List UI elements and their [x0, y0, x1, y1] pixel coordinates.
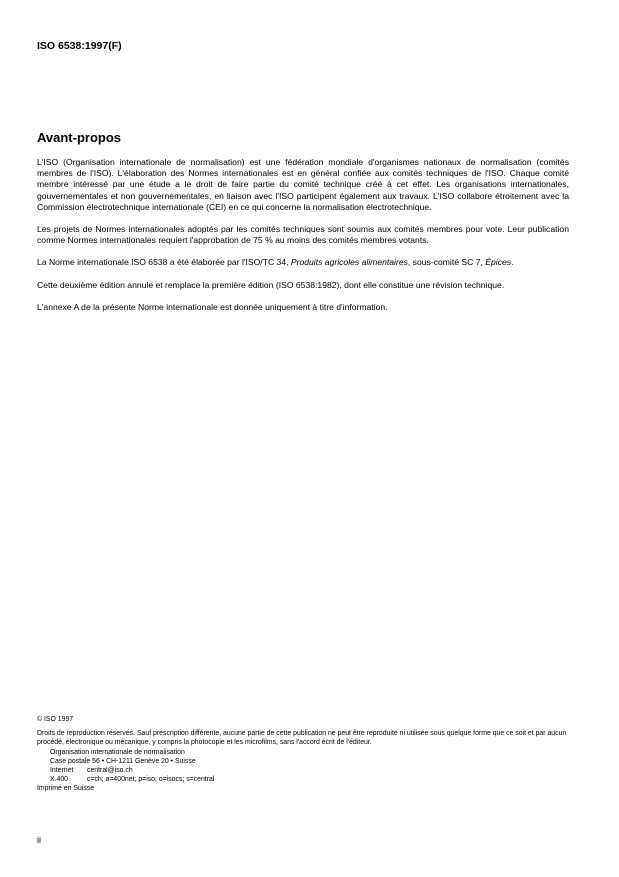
committee-name: Produits agricoles alimentaires — [290, 257, 408, 268]
paragraph-4: Cette deuxième édition annule et remplace la première édition (ISO 6538:1982), dont elle constitue une révision technique. — [37, 279, 505, 290]
paragraph-5: L'annexe A de la présente Norme internationale est donnée uniquement à titre d'information. — [37, 301, 388, 312]
x400-label: X.400 — [50, 776, 69, 784]
printed-in: Imprimé en Suisse — [37, 785, 95, 793]
paragraph-3-text-e: . — [511, 257, 514, 268]
internet-value: central@iso.ch — [87, 767, 133, 775]
x400-contact — [37, 775, 582, 784]
paragraph-3-text-a: La Norme internationale ISO 6538 a été élaborée par l'ISO/TC 34, — [37, 257, 291, 268]
section-title: Avant-propos — [37, 130, 122, 145]
document-id: ISO 6538:1997(F) — [37, 40, 122, 52]
subcommittee-name: Épices — [485, 257, 512, 268]
internet-contact — [37, 766, 582, 775]
paragraph-3 — [37, 257, 569, 268]
foreword-body — [37, 157, 569, 324]
copyright-line: © ISO 1997 — [37, 716, 74, 723]
x400-value: c=ch; a=400net; p=iso; o=isocs; s=central — [87, 776, 215, 784]
copyright-block — [37, 715, 582, 794]
paragraph-3-text-c: , sous-comité SC 7, — [407, 257, 486, 268]
page-number: ii — [37, 835, 41, 845]
internet-label: Internet — [50, 767, 74, 775]
postal-address: Case postale 56 • CH-1211 Genève 20 • Suisse — [50, 757, 196, 765]
organization-name: Organisation internationale de normalisation — [50, 748, 185, 756]
paragraph-1: L'ISO (Organisation internationale de normalisation) est une fédération mondiale d'organismes nationaux de normalisation (comités membres de l'ISO). L'élaboration des Normes internationales est en général confiée aux comités techniques de l'ISO. Chaque comité membre intéressé par une étude a le droit de faire partie du comité technique créé à cet effet. Les organisations internationales, gouvernementales et non gouvernementales, en liaison avec l'ISO participent également aux travaux. L'ISO collabore étroitement avec la Commission électrotechnique internationale (CEI) en ce qui concerne la normalisation électrotechnique. — [37, 157, 569, 212]
paragraph-2: Les projets de Normes internationales adoptés par les comités techniques sont soumis aux comités membres pour vote. Leur publication comme Normes internationales requiert l'approbation de 75 % au moins des comités membres votants. — [37, 224, 569, 246]
rights-notice: Droits de reproduction réservés. Sauf prescription différente, aucune partie de cette publication ne peut être reproduite ni utilisée sous quelque forme que ce soit et par aucun procédé, électronique ou mécanique, y compris la photocopie et les microfilms, sans l'accord écrit de l'éditeur. — [37, 730, 567, 747]
